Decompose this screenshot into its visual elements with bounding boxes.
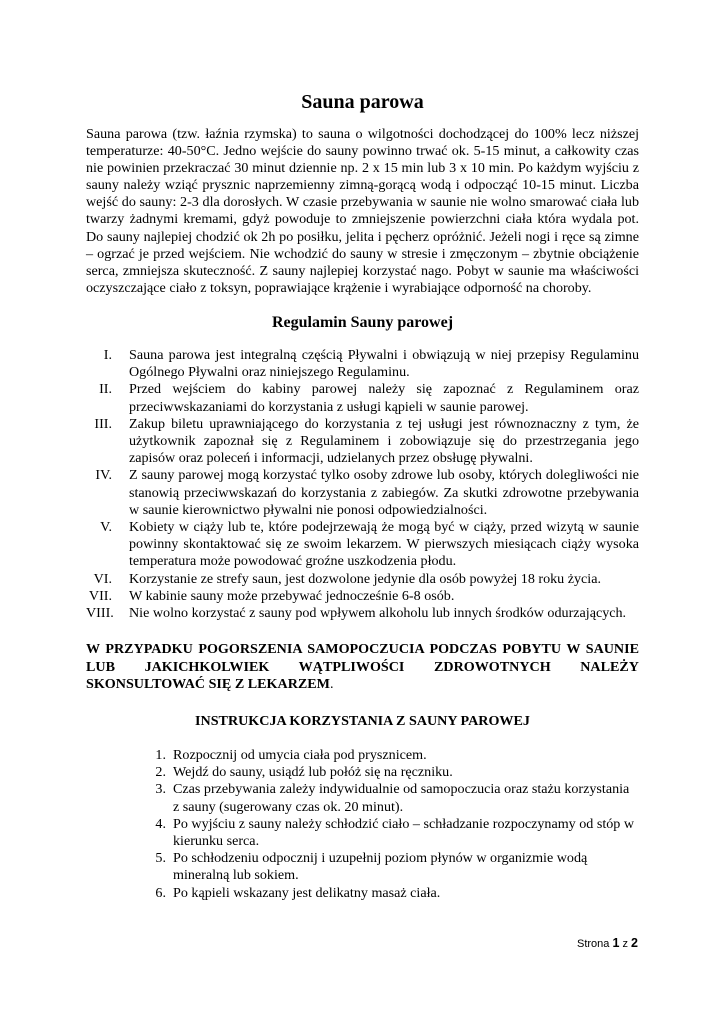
regulation-text: Sauna parowa jest integralną częścią Pływalni i obwiązują w niej przepisy Regulaminu Ogólnego Pływalni oraz niniejszego Regulaminu. xyxy=(129,346,639,381)
intro-paragraph: Sauna parowa (tzw. łaźnia rzymska) to sauna o wilgotności dochodzącej do 100% lecz niższej temperaturze: 40-50°C. Jedno wejście do sauny powinno trwać ok. 5-15 minut, a całkowity czas nie powinien przekraczać 30 minut dziennie np. 2 x 15 min lub 3 x 10 min. Po każdym wyjściu z sauny należy wziąć prysznic naprzemienny zimną-gorącą wodą i odpocząć 10-15 minut. Liczba wejść do sauny: 2-3 dla dorosłych. W czasie przebywania w saunie nie wolno smarować ciała lub twarzy żadnymi kremami, gdyż powoduje to zmniejszenie powierzchni ciała która wydala pot. Do sauny najlepiej chodzić ok 2h po posiłku, jelita i pęcherz opróżnić. Jeżeli nogi i ręce są zimne – ogrzać je przed wejściem. Nie wchodzić do sauny w stresie i zmęczonym – zbytnie obciążenie serca, zmniejsza skuteczność. Z sauny najlepiej korzystać nago. Pobyt w saunie ma właściwości oczyszczające ciało z toksyn, poprawiające krążenie i wyrabiające odporność na choroby. xyxy=(86,126,639,296)
page-title: Sauna parowa xyxy=(301,91,424,113)
regulation-number: VII. xyxy=(88,587,112,604)
instruction-item xyxy=(86,781,639,815)
health-warning-period: . xyxy=(329,676,334,693)
health-warning-text: W PRZYPADKU POGORSZENIA SAMOPOCZUCIA PODCZAS POBYTU W SAUNIE LUB JAKICHKOLWIEK WĄTPLIWOŚCI ZDROWOTNYCH NALEŻY SKONSULTOWAĆ SIĘ Z LEKARZEM xyxy=(86,641,639,693)
regulations-heading: Regulamin Sauny parowej xyxy=(271,313,454,331)
regulation-text: Kobiety w ciąży lub te, które podejrzewają że mogą być w ciąży, przed wizytą w saunie powinny skontaktować się ze swoim lekarzem. W pierwszych miesiącach ciąży wysoka temperatura może powodować groźne uszkodzenia płodu. xyxy=(129,518,639,570)
instruction-number: 1. xyxy=(155,746,166,763)
regulation-text: Zakup biletu uprawniającego do korzystania z tej usługi jest równoznaczny z tym, że użytkownik zapoznał się z Regulaminem i zobowiązuje się do przestrzegania jego zapisów oraz poleceń i informacji, udzielanych przez obsługę pływalni. xyxy=(129,415,639,467)
document-page xyxy=(86,84,639,902)
instruction-item xyxy=(86,816,639,850)
regulation-number: I. xyxy=(103,346,112,363)
instruction-number: 6. xyxy=(155,884,166,901)
regulation-text: Przed wejściem do kabiny parowej należy się zapoznać z Regulaminem oraz przeciwwskazaniami do korzystania z usługi kąpieli w saunie parowej. xyxy=(129,381,639,415)
regulation-item xyxy=(86,347,639,381)
instruction-text: Rozpocznij od umycia ciała pod prysznicem. xyxy=(173,746,427,763)
instruction-number: 5. xyxy=(155,850,166,867)
regulation-number: VIII. xyxy=(86,604,114,621)
health-warning xyxy=(86,641,639,694)
instruction-text: Po schłodzeniu odpocznij i uzupełnij poziom płynów w organizmie wodą mineralną lub sokiem. xyxy=(173,850,588,884)
instructions-heading: INSTRUKCJA KORZYSTANIA Z SAUNY PAROWEJ xyxy=(195,712,530,729)
instruction-text: Po kąpieli wskazany jest delikatny masaż ciała. xyxy=(173,884,441,901)
instruction-text: Wejdź do sauny, usiądź lub połóż się na ręczniku. xyxy=(173,764,453,781)
instruction-item xyxy=(86,885,639,902)
instruction-text: Czas przebywania zależy indywidualnie od samopoczucia oraz stażu korzystania z sauny (sugerowany czas ok. 20 minut). xyxy=(173,781,630,815)
instruction-item xyxy=(86,764,639,781)
regulation-text: Z sauny parowej mogą korzystać tylko osoby zdrowe lub osoby, których dolegliwości nie stanowią przeciwwskazań do korzystania z zabiegów. Za skutki zdrowotne przebywania w saunie kierownictwo pływalni nie ponosi odpowiedzialności. xyxy=(129,467,639,518)
regulation-number: IV. xyxy=(95,467,112,484)
regulation-number: VI. xyxy=(93,570,112,587)
regulation-number: V. xyxy=(100,518,112,535)
regulation-item xyxy=(86,588,639,605)
instruction-item xyxy=(86,747,639,764)
page-separator: z xyxy=(622,938,628,950)
page-footer xyxy=(577,936,638,951)
regulation-item xyxy=(86,416,639,468)
regulation-item xyxy=(86,605,639,622)
regulation-number: III. xyxy=(94,415,112,432)
current-page-number: 1 xyxy=(612,936,620,950)
instruction-number: 4. xyxy=(155,815,166,832)
regulation-item xyxy=(86,467,639,519)
regulation-item xyxy=(86,519,639,571)
total-pages-number: 2 xyxy=(631,936,638,950)
regulation-text: Nie wolno korzystać z sauny pod wpływem alkoholu lub innych środków odurzających. xyxy=(129,604,627,621)
instructions-list xyxy=(86,747,639,902)
regulation-text: Korzystanie ze strefy saun, jest dozwolone jedynie dla osób powyżej 18 roku życia. xyxy=(129,570,601,587)
regulation-number: II. xyxy=(99,381,112,398)
instruction-number: 3. xyxy=(155,781,166,798)
instruction-item xyxy=(86,850,639,884)
instruction-text: Po wyjściu z sauny należy schłodzić ciało – schładzanie rozpoczynamy od stóp w kierunku serca. xyxy=(173,815,635,849)
regulation-item xyxy=(86,571,639,588)
instruction-number: 2. xyxy=(155,764,166,781)
regulation-item xyxy=(86,381,639,415)
regulation-text: W kabinie sauny może przebywać jednocześnie 6-8 osób. xyxy=(129,587,455,604)
page-label: Strona xyxy=(576,938,610,950)
regulations-list xyxy=(86,347,639,622)
